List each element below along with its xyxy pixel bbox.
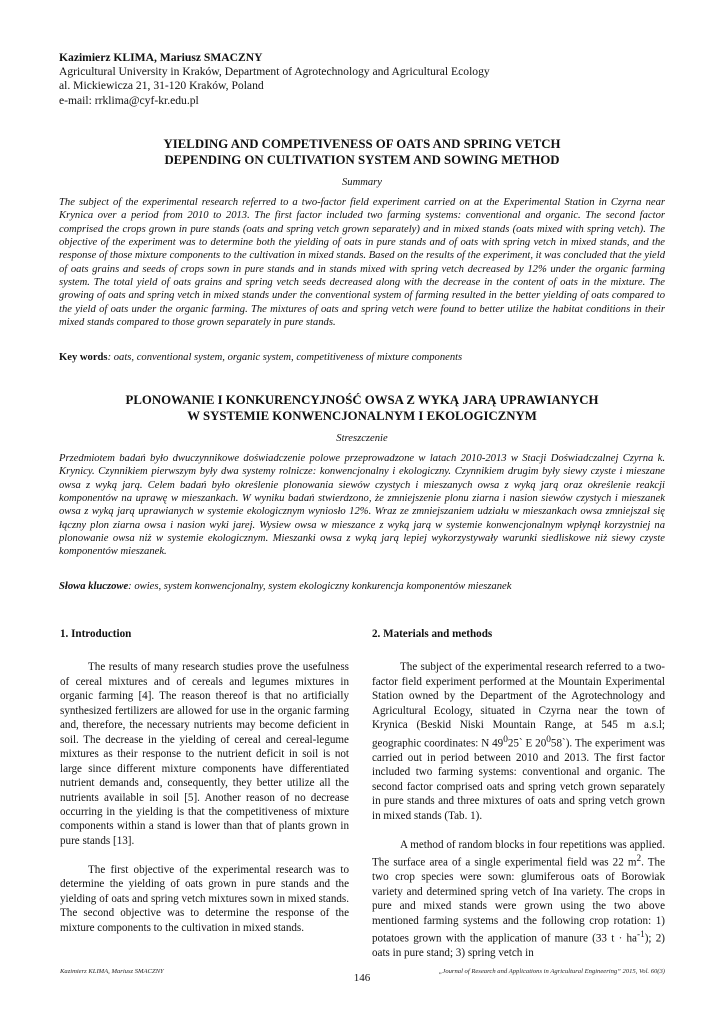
methods-p1-part-c: 58`). The experiment was carried out in period between 2010 and 2013. The first factor included two farming systems: conventional and organic. The second factor comprised oats and spring vetch grown separately in pure stands and three mixtures of oats and spring vetch grown in mixed stands (Tab. 1).: [372, 737, 665, 822]
slowa-kluczowe-text: : owies, system konwencjonalny, system ekologiczny konkurencja komponentów mieszanek: [128, 581, 512, 592]
methods-p2-part-a: A method of random blocks in four repetitions was applied. The surface area of a single experimental field was 22 m: [372, 838, 665, 869]
streszczenie-heading: Streszczenie: [336, 433, 388, 444]
keywords-label: Key words: [59, 352, 108, 363]
english-title-line-1: YIELDING AND COMPETIVENESS OF OATS AND SPRING VETCH: [163, 137, 561, 151]
english-summary: The subject of the experimental research referred to a two-factor field experiment carried on at the Experimental Station in Czyrna near Krynica over a period from 2010 to 2013. The first factor included two farming systems: conventional and organic. The second factor comprised the crops grown in pure stands (oats and spring vetch grown separately) and in mixed stands (oats mixed with spring vetch). The objective of the experiment was to determine both the yielding of oats in pure stands and of oats with spring vetch in mixed stands, and the response of those mixture components to the cultivation in mixed stands. Based on the results of the experiment, it was concluded that the yield of oats grains and seeds of crops sown in pure stands and in stands mixed with spring vetch decreased by 12% under the organic farming system. The total yield of oats grains and spring vetch seeds decreased along with the decrease in the content of oats in the mixture. The growing of oats and spring vetch in mixed stands under the conventional system of farming resulted in the better yielding of oats compared to the yield of oats under the organic farming. The mixtures of oats and spring vetch were found to better utilize the habitat conditions in their mixed stands compared to those grown separately in pure stands.: [59, 197, 665, 329]
introduction-heading: 1. Introduction: [60, 628, 132, 640]
email: e-mail: rrklima@cyf-kr.edu.pl: [59, 93, 199, 107]
introduction-paragraph-1: The results of many research studies prove the usefulness of cereal mixtures and of cereals and legumes mixtures in organic farming [4]. The reason thereof is that no artificially synthesized fertilizers are allowed for use in the organic farming and, therefore, the necessary nutrients may become deficient in soil. The decrease in the yielding of cereal and cereal-legume mixtures as their response to the nutrient deficit in soil is not large since different mixture components have differentiated nutrient demands and, consequently, they better utilize all the nutrients available in soil [5]. Another reason of no decrease occurring in the yielding is that the competitiveness of mixture components within a stand is lower than that of plants grown in pure stands [13].: [60, 661, 349, 847]
slowa-kluczowe-label: Słowa kluczowe: [59, 581, 129, 592]
methods-p1-part-a: The subject of the experimental research referred to a two-factor field experiment performed at the Mountain Experimental Station owned by the Department of the Agrotechnology and Agricultural Ecology, situated in Czyrna near the town of Krynica (Beskid Niski Mountain Range, at 545 m a.s.l; geographic coordinates: N 49: [372, 661, 665, 750]
polish-keywords: [59, 580, 665, 593]
authors: Kazimierz KLIMA, Mariusz SMACZNY: [59, 51, 263, 64]
methods-heading: 2. Materials and methods: [372, 628, 493, 640]
page-number: 146: [353, 972, 371, 984]
english-title-line-2: DEPENDING ON CULTIVATION SYSTEM AND SOWING METHOD: [164, 152, 560, 167]
footer-authors: Kazimierz KLIMA, Mariusz SMACZNY: [60, 968, 164, 975]
footer-journal: „Journal of Research and Applications in Agricultural Engineering” 2015, Vol. 60(3): [438, 968, 665, 975]
inverse-sup: -1: [637, 930, 645, 941]
keywords-text: : oats, conventional system, organic system, competitiveness of mixture components: [107, 352, 463, 363]
polish-title: [40, 393, 684, 424]
polish-title-line-1: PLONOWANIE I KONKURENCYJNOŚĆ OWSA Z WYKĄ JARĄ UPRAWIANYCH: [125, 393, 599, 407]
polish-title-line-2: W SYSTEMIE KONWENCJONALNYM I EKOLOGICZNYM: [187, 408, 537, 423]
methods-p1-part-b: 25` E 20: [507, 737, 547, 750]
methods-paragraph-2: [372, 838, 665, 961]
methods-paragraph-1: [372, 660, 665, 823]
polish-summary: Przedmiotem badań było dwuczynnikowe doświadczenie polowe przeprowadzone w latach 2010-2013 w Stacji Doświadczalnej Czyrna k. Krynicy. Czynnikiem pierwszym były dwa systemy rolnicze: konwencjonalny i ekologiczny. Czynnikiem drugim były siewy czyste i mieszane owsa z wyką jarą. Celem badań było określenie plonowania siewów czystych i mieszanych owsa z wyką jarą oraz określenie reakcji komponentów na uprawę w mieszankach. W wyniku badań stwierdzono, że zmniejszenie plonu ziarna i nasion siewów czystych i mieszanek owsa z wyką jarą uprawianych w systemie ekologicznym wyniosło 12%. Wraz ze zmniejszaniem udziału w mieszankach owsa zmniejszał się łączny plon ziarna owsa i nasion wyki jarej. Wysiew owsa w mieszance z wyką jarą w systemie konwencjonalnym wpłynął korzystniej na plonowanie owsa niż w systemie ekologicznym. Mieszanki owsa z wyką jarą lepiej wykorzystywały warunki siedliskowe niż siewy czyste komponentów mieszanek.: [59, 453, 665, 558]
english-keywords: [59, 351, 665, 364]
summary-heading: Summary: [341, 177, 383, 188]
left-column: [60, 627, 349, 950]
address: al. Mickiewicza 21, 31-120 Kraków, Poland: [59, 79, 264, 93]
english-title: [40, 137, 684, 168]
author-block: [59, 51, 659, 108]
degree-sup: 0: [503, 734, 508, 745]
introduction-paragraph-2: The first objective of the experimental research was to determine the yielding of oats grown in pure stands and the yielding of oats and spring vetch mixtures sown in mixed stands. The second objective was to determine the response of the mixture components to the cultivation in mixed stands.: [60, 863, 349, 934]
right-column: [372, 627, 665, 975]
degree-sup: 0: [546, 734, 551, 745]
methods-p2-part-c: ); 2) oats in pure stand; 3) spring vetch in: [372, 932, 665, 960]
squared-sup: 2: [636, 854, 642, 865]
methods-p2-part-b: . The two crop species were sown: glumiferous oats of Borowiak variety and determined spring vetch of Ina variety. The crops in pure and mixed stands were grown using the two above mentioned farming systems and the following crop rotation: 1) potatoes grown with the application of manure (33 t · ha: [372, 856, 665, 945]
affiliation: Agricultural University in Kraków, Department of Agrotechnology and Agricultural Ecology: [59, 65, 490, 79]
